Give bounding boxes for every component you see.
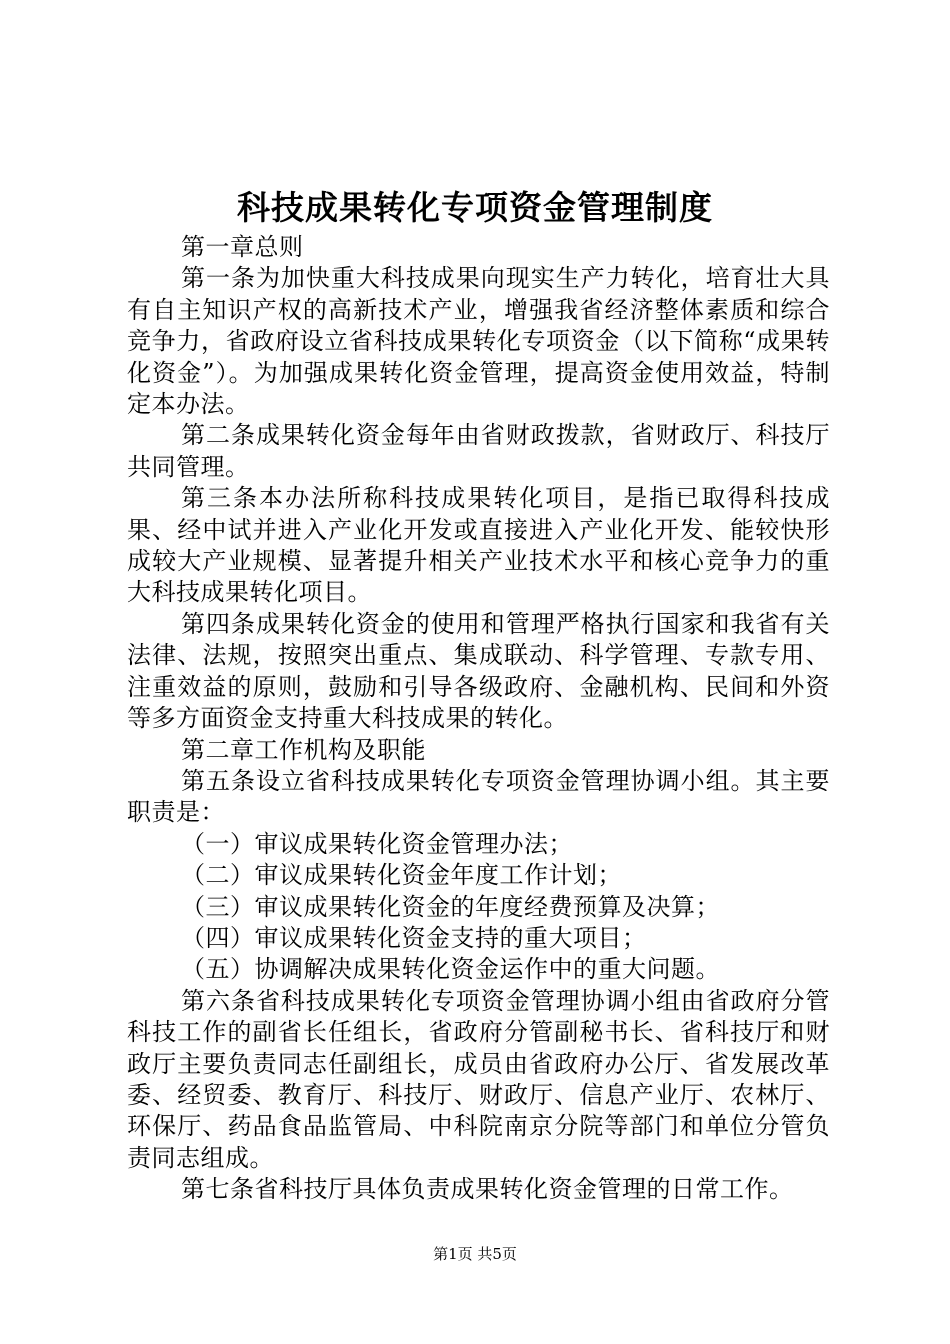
document-title: 科技成果转化专项资金管理制度: [237, 188, 713, 227]
article-paragraph: 第二条成果转化资金每年由省财政拨款，省财政厅、科技厅共同管理。: [127, 421, 830, 481]
page-number-footer: 第1页 共5页: [433, 1245, 517, 1263]
list-item: （三）审议成果转化资金的年度经费预算及决算；: [181, 892, 720, 921]
list-item: （二）审议成果转化资金年度工作计划；: [181, 861, 622, 890]
chapter-heading: 第一章总则: [181, 233, 304, 261]
document-body: [127, 232, 830, 1206]
article-paragraph: 第三条本办法所称科技成果转化项目，是指已取得科技成果、经中试并进入产业化开发或直接进入产业化开发、能较快形成较大产业规模、显著提升相关产业技术水平和核心竞争力的重大科技成果转化项目。: [127, 484, 830, 607]
list-item: （五）协调解决成果转化资金运作中的重大问题。: [181, 955, 720, 984]
article-paragraph: 第六条省科技成果转化专项资金管理协调小组由省政府分管科技工作的副省长任组长，省政府分管副秘书长、省科技厅和财政厅主要负责同志任副组长，成员由省政府办公厅、省发展改革委、经贸委、教育厅、科技厅、财政厅、信息产业厅、农林厅、环保厅、药品食品监管局、中科院南京分院等部门和单位分管负责同志组成。: [127, 986, 830, 1172]
list-item: （一）审议成果转化资金管理办法；: [181, 829, 573, 858]
article-paragraph: 第四条成果转化资金的使用和管理严格执行国家和我省有关法律、法规，按照突出重点、集成联动、科学管理、专款专用、注重效益的原则，鼓励和引导各级政府、金融机构、民间和外资等多方面资金支持重大科技成果的转化。: [127, 609, 830, 733]
list-item: （四）审议成果转化资金支持的重大项目；: [181, 923, 647, 952]
article-paragraph: 第一条为加快重大科技成果向现实生产力转化，培育壮大具有自主知识产权的高新技术产业，增强我省经济整体素质和综合竞争力，省政府设立省科技成果转化专项资金（以下简称“成果转化资金”）。为加强成果转化资金管理，提高资金使用效益，特制定本办法。: [127, 264, 830, 419]
chapter-heading: 第二章工作机构及职能: [181, 735, 426, 764]
article-paragraph: 第五条设立省科技成果转化专项资金管理协调小组。其主要职责是：: [127, 766, 830, 827]
article-paragraph: 第七条省科技厅具体负责成果转化资金管理的日常工作。: [181, 1175, 794, 1204]
